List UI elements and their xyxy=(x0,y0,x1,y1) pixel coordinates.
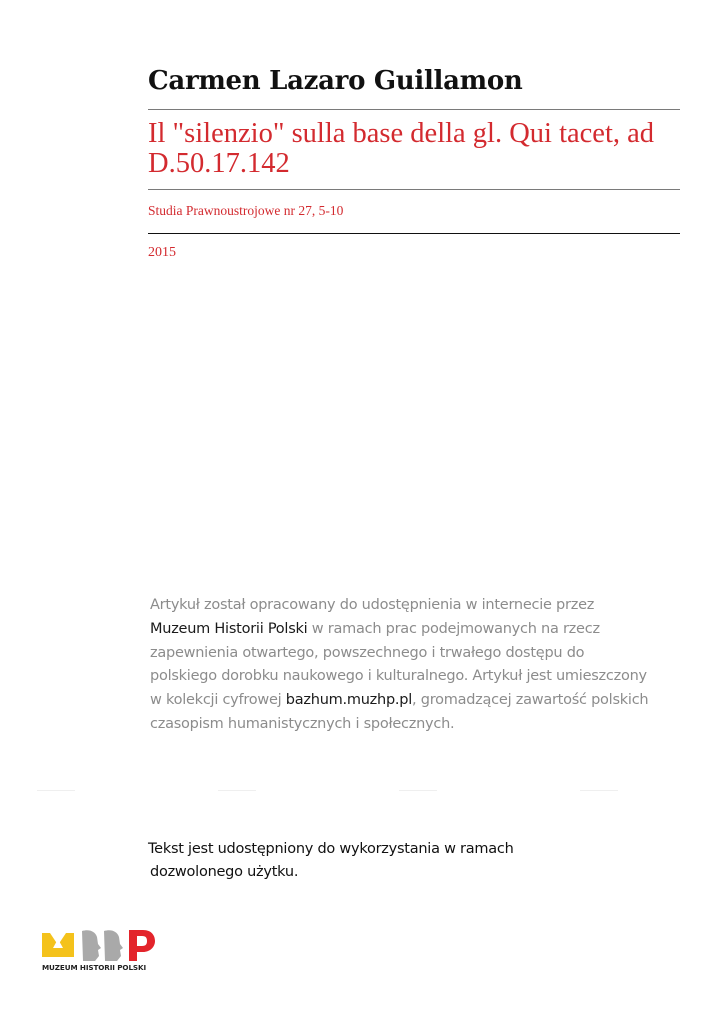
logo-caption: MUZEUM HISTORII POLSKI xyxy=(42,963,147,972)
publication-year: 2015 xyxy=(148,245,176,260)
license-note xyxy=(148,838,568,884)
bazhum-link[interactable]: bazhum.muzhp.pl xyxy=(285,692,413,709)
p-letter-icon xyxy=(129,930,155,961)
article-title: Il "silenzio" sulla base della gl. Qui tacet, ad D.50.17.142 xyxy=(148,118,655,179)
author-divider xyxy=(148,109,680,110)
info-line-text: w ramach prac podejmowanych na rzecz xyxy=(307,620,600,637)
journal-source: Studia Prawnoustrojowe nr 27, 5-10 xyxy=(148,203,344,218)
info-line-text: w kolekcji cyfrowej xyxy=(150,692,286,709)
author-name: Carmen Lazaro Guillamon xyxy=(148,66,523,96)
info-paragraph xyxy=(150,594,690,737)
info-line xyxy=(150,689,690,713)
info-line: zapewnienia otwartego, powszechnego i trwałego dostępu do xyxy=(150,644,585,661)
license-line: Tekst jest udostępniony do wykorzystania w ramach xyxy=(148,841,514,857)
info-line: Artykuł został opracowany do udostępnienia w internecie przez xyxy=(150,597,595,613)
source-divider xyxy=(148,233,680,234)
profiles-icon xyxy=(82,930,123,961)
license-line: dozwolonego użytku. xyxy=(150,864,299,880)
crown-icon xyxy=(42,933,74,957)
title-divider xyxy=(148,189,680,190)
info-line: czasopism humanistycznych i społecznych. xyxy=(150,715,455,732)
info-line xyxy=(150,618,690,642)
museum-logo xyxy=(42,928,157,962)
info-line: polskiego dorobku naukowego i kulturalnego. Artykuł jest umieszczony xyxy=(150,668,647,685)
info-line-text: , gromadzącej zawartość polskich xyxy=(412,692,649,709)
museum-name: Muzeum Historii Polski xyxy=(150,620,308,637)
